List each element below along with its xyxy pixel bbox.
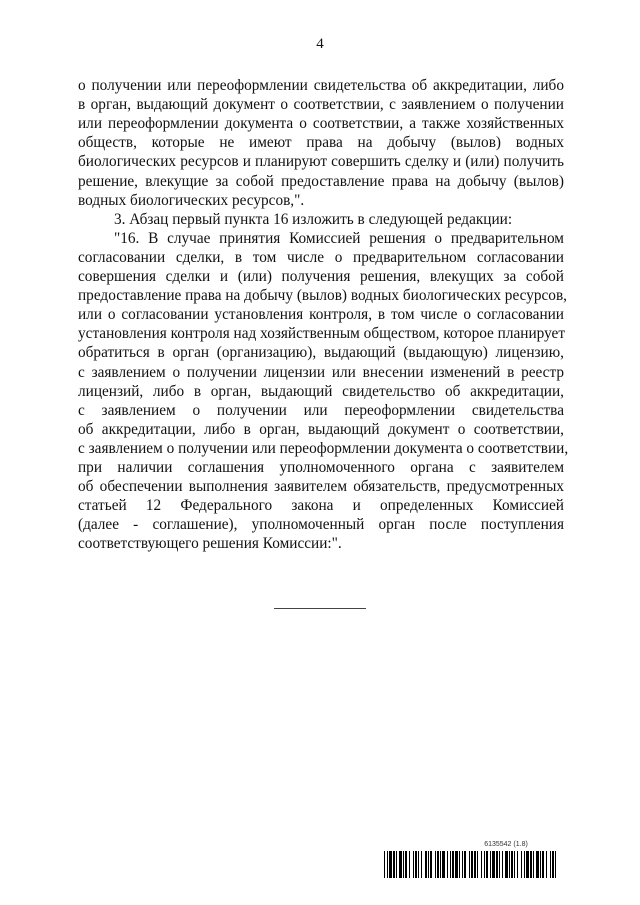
barcode-bar (474, 851, 476, 878)
barcode-bar (484, 851, 485, 878)
barcode-bar (435, 851, 436, 878)
barcode-bar (530, 851, 532, 878)
barcode-bar (524, 851, 525, 878)
barcode-number: 6135542 (1.8) (484, 841, 528, 848)
paragraph-3-line-16: (далее - соглашение), уполномоченный орган после поступления (78, 516, 564, 534)
paragraph-3-line-3: совершения сделки и (или) получения решения, влекущих за собой (78, 268, 564, 285)
barcode-bar (403, 851, 404, 878)
paragraph-3-line-5: или о согласовании установления контроля, в том числе о согласовании (78, 306, 564, 324)
barcode-bar (499, 851, 500, 878)
paragraph-3-line-17: соответствующего решения Комиссии:". (78, 535, 342, 553)
barcode-bar (399, 851, 402, 878)
separator-line (274, 608, 366, 609)
barcode-bar (442, 851, 445, 878)
barcode-bar (428, 851, 429, 878)
barcode-bar (462, 851, 463, 878)
barcode-bar (450, 851, 451, 878)
paragraph-1-line-4: обществ, которые не имеют права на добычу (вылов) водных (78, 134, 564, 152)
barcode-bar (526, 851, 529, 878)
paragraph-3-line-11: об аккредитации, либо в орган, выдающий документ о соответствии, (78, 420, 564, 438)
barcode-bar (533, 851, 534, 878)
barcode-bar (415, 851, 417, 878)
barcode-bar (505, 851, 508, 878)
barcode-bar (384, 851, 385, 878)
paragraph-3-line-9: лицензий, либо в орган, выдающий свидетельство об аккредитации, (78, 382, 564, 400)
barcode-bar (430, 851, 432, 878)
barcode-bar (389, 851, 392, 878)
paragraph-3-line-10: с заявлением о получении или переоформлении свидетельства (78, 401, 564, 419)
barcode-bar (447, 851, 448, 878)
barcode-bar (418, 851, 419, 878)
page-number: 4 (316, 36, 324, 52)
paragraph-1-line-2: в орган, выдающий документ о соответствии, с заявлением о получении (78, 96, 564, 114)
barcode-bar (437, 851, 439, 878)
barcode-bar (464, 851, 466, 878)
barcode-icon (384, 851, 558, 878)
barcode-bar (393, 851, 395, 878)
paragraph-3-line-14: об обеспечении выполнения заявителем обязательств, предусмотренных (78, 478, 564, 496)
paragraph-3-line-1: "16. В случае принятия Комиссией решения о предварительном (114, 229, 564, 247)
barcode-bar (452, 851, 454, 878)
barcode-bar (455, 851, 458, 878)
paragraph-1-line-6: решение, влекущие за собой предоставление права на добычу (вылов) (78, 172, 564, 190)
paragraph-3-line-2: согласовании сделки, в том числе о предварительном согласовании (78, 248, 564, 266)
barcode-bar (511, 851, 513, 878)
barcode-bar (552, 851, 554, 878)
barcode-bar (469, 851, 470, 878)
paragraph-3-line-8: с заявлением о получении лицензии или внесении изменений в реестр (78, 363, 564, 381)
barcode-bar (409, 851, 410, 878)
barcode-bar (396, 851, 397, 878)
paragraph-2-line-1: 3. Абзац первый пункта 16 изложить в следующей редакции: (114, 210, 513, 228)
barcode-bar (496, 851, 498, 878)
barcode-bar (459, 851, 460, 878)
paragraph-3-line-13: при наличии соглашения уполномоченного органа с заявителем (78, 459, 564, 476)
paragraph-3-line-4: предоставление права на добычу (вылов) водных биологических ресурсов, (78, 287, 567, 305)
barcode-bar (490, 851, 491, 878)
barcode-bar (405, 851, 407, 878)
barcode-bar (517, 851, 518, 878)
paragraph-3-line-6: установления контроля над хозяйственным обществом, которое планирует (78, 325, 566, 343)
barcode-bar (509, 851, 510, 878)
barcode-bar (542, 851, 544, 878)
paragraph-1-line-1: о получении или переоформлении свидетельства об аккредитации, либо (78, 77, 564, 94)
barcode-bar (440, 851, 441, 878)
barcode-bar (546, 851, 547, 878)
paragraph-3-line-15: статьей 12 Федерального закона и определенных Комиссией (78, 497, 564, 515)
barcode-bar (425, 851, 427, 878)
paragraph-1-line-5: биологических ресурсов и планируют совершить сделку и (или) получить (78, 153, 564, 171)
barcode-bar (502, 851, 503, 878)
paragraph-1-line-7: водных биологических ресурсов,". (78, 191, 305, 209)
barcode-bar (471, 851, 473, 878)
barcode-bar (555, 851, 556, 878)
barcode-bar (550, 851, 551, 878)
barcode-bar (492, 851, 495, 878)
barcode-bar (540, 851, 541, 878)
paragraph-3-line-7: обратиться в орган (организацию), выдающий (выдающую) лицензию, (78, 344, 564, 362)
barcode-bar (481, 851, 482, 878)
barcode-bar (413, 851, 414, 878)
barcode-bar (486, 851, 488, 878)
barcode-bar (521, 851, 522, 878)
barcode-bar (536, 851, 539, 878)
paragraph-3-line-12: с заявлением о получении или переоформлении документа о соответствии, (78, 439, 569, 457)
barcode-bar (514, 851, 515, 878)
barcode-bar (387, 851, 388, 878)
paragraph-1-line-3: или переоформлении документа о соответствии, а также хозяйственных (78, 115, 564, 133)
barcode-bar (421, 851, 422, 878)
barcode-bar (477, 851, 478, 878)
